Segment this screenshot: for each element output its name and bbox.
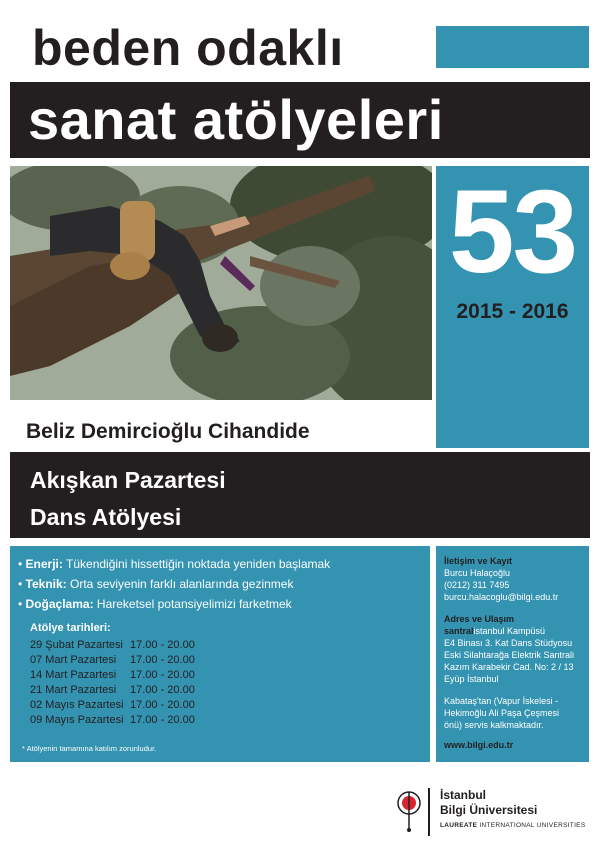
contact-email[interactable]: burcu.halacoglu@bilgi.edu.tr xyxy=(444,592,559,602)
contact-phone: (0212) 311 7495 xyxy=(444,580,510,590)
website-link[interactable]: www.bilgi.edu.tr xyxy=(444,740,514,750)
logo-text-line-2: Bilgi Üniversitesi xyxy=(440,803,538,817)
contact-heading: İletişim ve Kayıt xyxy=(444,556,513,566)
title-line-2: sanat atölyeleri xyxy=(28,88,444,151)
date-row: 29 Şubat Pazartesi 17.00 - 20.00 xyxy=(30,639,195,651)
address-line: E4 Binası 3. Kat Dans Stüdyosu xyxy=(444,638,573,648)
issue-number: 53 xyxy=(448,166,577,298)
date-row: 07 Mart Pazartesi 17.00 - 20.00 xyxy=(30,654,195,666)
date-row: 21 Mart Pazartesi 17.00 - 20.00 xyxy=(30,684,195,696)
dates-heading: Atölye tarihleri: xyxy=(30,622,111,634)
university-logo-icon xyxy=(396,790,422,834)
logo-tagline: LAUREATE INTERNATIONAL UNIVERSITIES xyxy=(440,822,586,829)
contact-name: Burcu Halaçoğlu xyxy=(444,568,511,578)
season-years: 2015 - 2016 xyxy=(456,300,569,323)
logo-text-line-1: İstanbul xyxy=(440,788,487,802)
workshop-title-line-1: Akışkan Pazartesi xyxy=(30,467,226,493)
transport-line: Kabataş'tan (Vapur İskelesi - xyxy=(444,696,559,706)
logo-divider xyxy=(428,788,430,836)
title-line-1: beden odaklı xyxy=(32,20,344,76)
transport-line: önü) servis kalkmaktadır. xyxy=(444,720,544,730)
transport-line: Hekimoğlu Ali Paşa Çeşmesi xyxy=(444,708,560,718)
date-row: 02 Mayıs Pazartesi 17.00 - 20.00 xyxy=(30,699,195,711)
address-campus: santralistanbul Kampüsü xyxy=(444,626,546,636)
artist-name: Beliz Demircioğlu Cihandide xyxy=(26,420,310,443)
bullet-item: • Doğaçlama: Hareketsel potansiyelimizi farketmek xyxy=(18,597,292,611)
address-heading: Adres ve Ulaşım xyxy=(444,614,515,624)
bullet-item: • Enerji: Tükendiğini hissettiğin noktada yeniden başlamak xyxy=(18,557,331,571)
dancer-tree-photo xyxy=(10,166,432,400)
date-row: 14 Mart Pazartesi 17.00 - 20.00 xyxy=(30,669,195,681)
workshop-title-line-2: Dans Atölyesi xyxy=(30,504,182,530)
address-line: Eski Silahtarağa Elektrik Santrali xyxy=(444,650,575,660)
bullet-item: • Teknik: Orta seviyenin farklı alanlarında gezinmek xyxy=(18,577,294,591)
attendance-note: * Atölyenin tamamına katılım zorunludur. xyxy=(22,744,157,753)
blue-accent-block xyxy=(436,26,589,68)
date-row: 09 Mayıs Pazartesi 17.00 - 20.00 xyxy=(30,714,195,726)
address-line: Eyüp İstanbul xyxy=(444,674,499,684)
address-line: Kazım Karabekir Cad. No: 2 / 13 xyxy=(444,662,574,672)
